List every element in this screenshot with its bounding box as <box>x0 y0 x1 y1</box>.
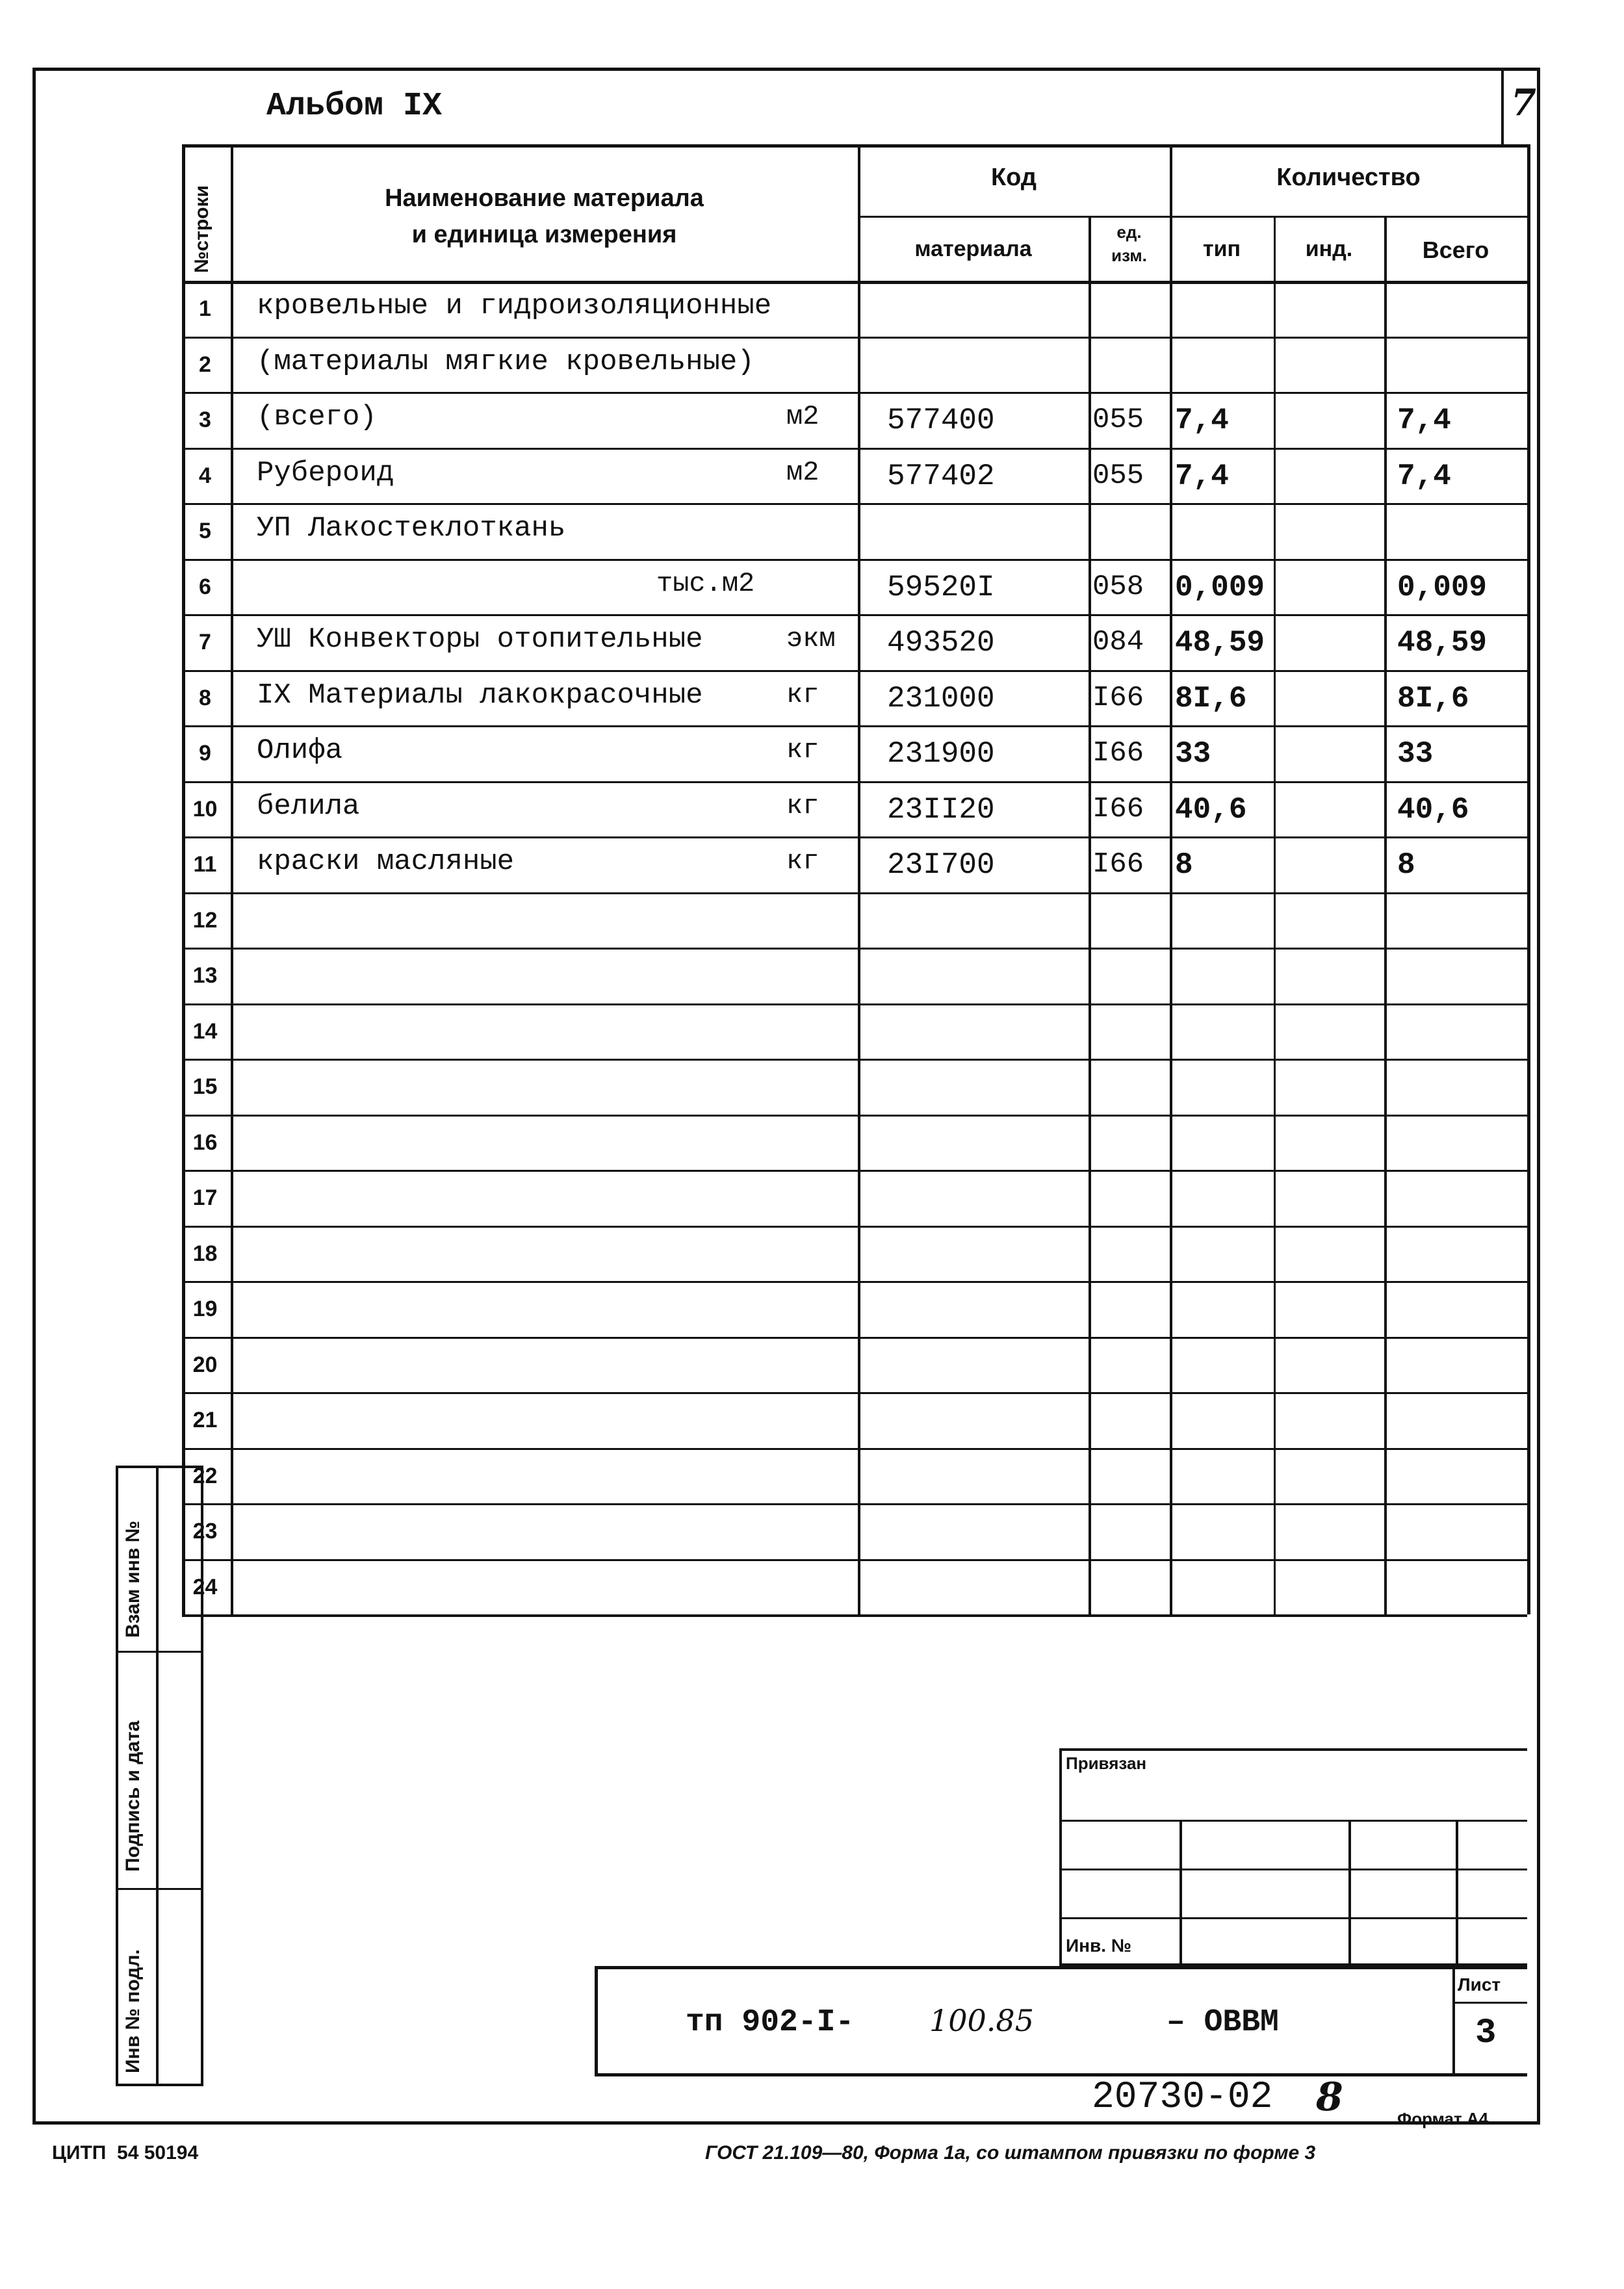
row-name: (материалы мягкие кровельные) <box>257 345 754 378</box>
row-number: 3 <box>199 407 211 432</box>
row-number: 10 <box>192 796 218 821</box>
inv-podl-label: Инв № подл. <box>122 1949 144 2073</box>
designation-number: 100.85 <box>929 2003 1034 2038</box>
row-name: Олифа <box>257 734 343 767</box>
table-row-rule <box>182 1392 1527 1394</box>
row-qty-type: 7,4 <box>1175 404 1229 437</box>
margin-stamp-rule <box>116 1888 203 1890</box>
row-material-code: 577402 <box>887 459 995 493</box>
row-unit-code: I66 <box>1092 737 1144 769</box>
podpis-label: Подпись и дата <box>122 1720 144 1872</box>
row-material-code: 23I700 <box>887 848 995 882</box>
row-qty-total: 33 <box>1397 737 1434 771</box>
row-number: 18 <box>192 1241 218 1266</box>
row-material-code: 59520I <box>887 570 995 604</box>
header-type: тип <box>1202 237 1241 261</box>
row-unit: м2 <box>786 456 819 488</box>
row-qty-type: 33 <box>1175 737 1211 771</box>
inventory-sheet: 8 <box>1316 2075 1343 2120</box>
row-name: Рубероид <box>257 456 394 489</box>
sheet-label: Лист <box>1458 1974 1501 1995</box>
row-number: 16 <box>192 1130 218 1155</box>
row-number: 4 <box>199 463 211 488</box>
row-number: 9 <box>199 741 211 766</box>
table-row-rule <box>182 559 1527 561</box>
row-material-code: 231900 <box>887 737 995 771</box>
row-number: 6 <box>199 574 211 599</box>
row-unit-code: I66 <box>1092 792 1144 825</box>
header-qty: Количество <box>1276 164 1421 191</box>
row-number: 11 <box>193 852 217 877</box>
header-name-line2: и единица измерения <box>411 221 677 248</box>
margin-stamp-divider <box>156 1466 159 2086</box>
row-unit-code: 055 <box>1092 404 1144 436</box>
header-total: Всего <box>1422 237 1489 263</box>
table-top-border <box>182 144 1527 148</box>
row-number: 1 <box>199 296 211 321</box>
inventory-number: 20730-02 <box>1092 2076 1273 2119</box>
header-ind: инд. <box>1305 237 1353 261</box>
row-number: 24 <box>192 1574 218 1599</box>
table-row-rule <box>182 725 1527 727</box>
designation-suffix: – ОВВМ <box>1166 2005 1279 2040</box>
table-column-line <box>1274 216 1276 1614</box>
album-title: Альбом IX <box>266 88 443 125</box>
table-row-rule <box>182 448 1527 450</box>
row-number: 23 <box>192 1519 218 1544</box>
table-row-rule <box>182 392 1527 394</box>
table-row-rule <box>182 1337 1527 1339</box>
row-unit: кг <box>786 790 819 821</box>
row-qty-total: 48,59 <box>1397 626 1488 660</box>
row-qty-type: 8 <box>1175 848 1193 882</box>
table-row-rule <box>182 836 1527 838</box>
table-row-rule <box>182 1448 1527 1450</box>
format-label: Формат А4 <box>1397 2109 1489 2128</box>
sheet-number: 3 <box>1475 2013 1497 2053</box>
table-row-rule <box>182 781 1527 783</box>
row-qty-total: 7,4 <box>1397 459 1451 493</box>
table-row-rule <box>182 1226 1527 1228</box>
designation-prefix: тп 902-I- <box>686 2005 855 2040</box>
row-qty-type: 7,4 <box>1175 459 1229 493</box>
corner-mark: 7 <box>1511 81 1536 124</box>
row-unit: кг <box>786 846 819 877</box>
row-number: 5 <box>199 519 211 543</box>
row-name: краски масляные <box>257 846 515 878</box>
row-unit: кг <box>786 734 819 766</box>
table-row-rule <box>182 1281 1527 1283</box>
table-row-rule <box>182 670 1527 672</box>
table-row-rule <box>182 1115 1527 1117</box>
row-number: 14 <box>192 1018 218 1044</box>
row-number: 15 <box>192 1074 218 1099</box>
row-material-code: 493520 <box>887 626 995 660</box>
privyazan-divider <box>1179 1820 1182 1966</box>
row-material-code: 23II20 <box>887 792 995 827</box>
row-number: 2 <box>199 352 211 377</box>
row-number: 7 <box>199 630 211 654</box>
table-row-rule <box>182 614 1527 616</box>
inv-no-label: Инв. № <box>1066 1935 1132 1956</box>
privyazan-divider <box>1456 1820 1458 1966</box>
row-unit-code: 058 <box>1092 570 1144 603</box>
row-qty-total: 40,6 <box>1397 792 1469 827</box>
row-unit: м2 <box>786 401 819 432</box>
row-unit: экм <box>786 623 836 654</box>
row-name: УШ Конвекторы отопительные <box>257 623 703 656</box>
row-qty-total: 7,4 <box>1397 404 1451 437</box>
table-row-rule <box>182 948 1527 950</box>
row-unit-code: I66 <box>1092 681 1144 714</box>
row-name: IX Материалы лакокрасочные <box>257 679 703 712</box>
table-row-rule <box>182 1559 1527 1561</box>
row-name: (всего) <box>257 401 377 433</box>
row-qty-type: 48,59 <box>1175 626 1265 660</box>
row-qty-total: 0,009 <box>1397 570 1488 604</box>
row-qty-type: 8I,6 <box>1175 681 1247 716</box>
margin-stamp-rule <box>116 1651 203 1653</box>
row-unit-code: I66 <box>1092 848 1144 881</box>
table-row-rule <box>182 337 1527 339</box>
table-column-line <box>1527 144 1530 1614</box>
header-material: материала <box>914 237 1032 261</box>
table-row-rule <box>182 1503 1527 1505</box>
table-row-rule <box>182 1059 1527 1061</box>
table-column-line <box>1089 216 1091 1614</box>
privyazan-divider <box>1348 1820 1351 1966</box>
header-row-no: №строки <box>191 185 213 273</box>
footer-left: ЦИТП 54 50194 <box>52 2142 199 2164</box>
row-name: белила <box>257 790 360 823</box>
row-material-code: 577400 <box>887 404 995 437</box>
footer-gost: ГОСТ 21.109—80, Форма 1а, со штампом привязки по форме 3 <box>705 2142 1316 2164</box>
row-qty-type: 0,009 <box>1175 570 1265 604</box>
row-number: 21 <box>192 1408 218 1432</box>
row-number: 8 <box>199 685 211 710</box>
row-qty-type: 40,6 <box>1175 792 1247 827</box>
header-mid-rule <box>858 216 1527 218</box>
table-row-rule <box>182 892 1527 894</box>
header-unit-line1: ед. <box>1116 222 1142 242</box>
row-qty-total: 8 <box>1397 848 1415 882</box>
table-header-border <box>182 281 1527 284</box>
header-code: Код <box>990 164 1037 191</box>
row-material-code: 231000 <box>887 681 995 716</box>
table-row-rule <box>182 503 1527 505</box>
row-number: 12 <box>192 907 218 933</box>
title-block-divider <box>1452 1966 1455 2076</box>
row-unit: кг <box>786 679 819 710</box>
header-unit-line2: изм. <box>1111 246 1147 265</box>
table-bottom-border <box>182 1614 1527 1617</box>
table-column-line <box>1384 216 1387 1614</box>
table-row-rule <box>182 1170 1527 1172</box>
row-qty-total: 8I,6 <box>1397 681 1469 716</box>
privyazan-label: Привязан <box>1066 1753 1147 1773</box>
row-unit-code: 084 <box>1092 626 1144 658</box>
row-number: 17 <box>192 1185 218 1210</box>
row-name: кровельные и гидроизоляционные <box>257 290 772 322</box>
row-number: 13 <box>192 963 218 988</box>
row-number: 20 <box>192 1352 218 1377</box>
row-number: 19 <box>192 1297 218 1321</box>
title-block-rule <box>1452 2002 1527 2004</box>
row-unit-code: 055 <box>1092 459 1144 492</box>
header-name-line1: Наименование материала <box>385 185 704 212</box>
row-unit: тыс.м2 <box>656 567 755 599</box>
row-number: 22 <box>192 1463 218 1488</box>
table-row-rule <box>182 1003 1527 1005</box>
vzam-label: Взам инв № <box>122 1520 144 1638</box>
row-name: УП Лакостеклоткань <box>257 512 566 545</box>
